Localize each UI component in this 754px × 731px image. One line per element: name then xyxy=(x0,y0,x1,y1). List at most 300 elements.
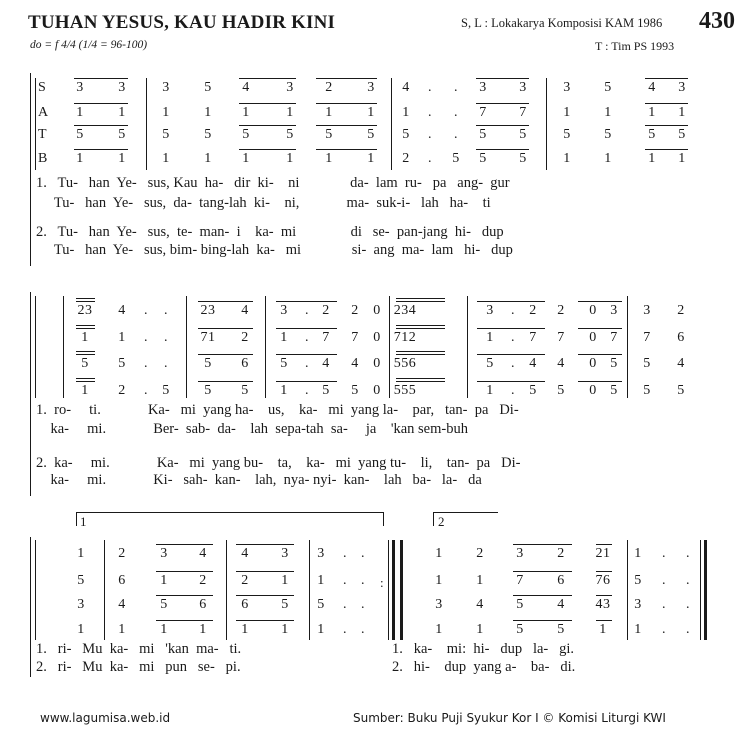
beam-line xyxy=(74,103,128,104)
note-number: 2 xyxy=(476,546,484,561)
note-number: 4 xyxy=(322,356,330,371)
note-number: 1 xyxy=(81,330,89,345)
note-number: 2 xyxy=(529,303,537,318)
note-number: 5 xyxy=(322,383,330,398)
note-number: 1 xyxy=(241,622,249,637)
note-number: 3 xyxy=(367,80,375,95)
note-number: 5 xyxy=(519,151,527,166)
bar-line xyxy=(146,78,147,170)
repeat-dots: : xyxy=(380,575,384,590)
note-number: 21 xyxy=(595,546,611,561)
hymn-title: TUHAN YESUS, KAU HADIR KINI xyxy=(28,12,336,33)
note-number: 5 xyxy=(529,383,537,398)
note-number: 4 xyxy=(557,356,565,371)
note-number: 6 xyxy=(199,597,207,612)
note-number: 1 xyxy=(317,622,325,637)
note-number: 1 xyxy=(648,105,656,120)
note-number: 5 xyxy=(325,127,333,142)
note-number: 5 xyxy=(563,127,571,142)
system-start-line xyxy=(35,78,36,170)
bar-line xyxy=(627,296,628,398)
note-number: 2 xyxy=(322,303,330,318)
system-brace xyxy=(30,537,31,677)
note-number: 1 xyxy=(76,105,84,120)
repeat-bar xyxy=(388,540,389,640)
note-number: . xyxy=(164,356,168,371)
note-number: 5 xyxy=(77,573,85,588)
beam-line xyxy=(239,149,296,150)
note-number: 4 xyxy=(557,597,565,612)
note-number: 0 xyxy=(589,356,597,371)
beam-line xyxy=(578,354,622,355)
beam-line xyxy=(76,328,95,329)
note-number: 6 xyxy=(557,573,565,588)
note-number: 1 xyxy=(280,330,288,345)
note-number: 3 xyxy=(77,597,85,612)
note-number: 5 xyxy=(286,127,294,142)
note-number: 5 xyxy=(604,127,612,142)
note-number: . xyxy=(428,151,432,166)
note-number: 4 xyxy=(241,546,249,561)
lyric-line: Tu- han Ye- sus, bim- bing-lah ka- mi si- ang ma- lam hi- dup xyxy=(36,242,513,258)
beam-line xyxy=(578,381,622,382)
note-number: . xyxy=(361,573,365,588)
voice-label: S xyxy=(38,80,46,95)
note-number: 1 xyxy=(678,105,686,120)
note-number: 5 xyxy=(678,127,686,142)
note-number: 1 xyxy=(367,105,375,120)
note-number: . xyxy=(305,303,309,318)
note-number: 1 xyxy=(76,151,84,166)
beam-line xyxy=(276,354,337,355)
note-number: 1 xyxy=(160,622,168,637)
note-number: 5 xyxy=(452,151,460,166)
note-number: 5 xyxy=(204,80,212,95)
beam-line xyxy=(578,301,622,302)
note-number: 7 xyxy=(610,330,618,345)
note-number: . xyxy=(511,383,515,398)
beam-line xyxy=(276,328,337,329)
note-number: 7 xyxy=(529,330,537,345)
note-number: 3 xyxy=(516,546,524,561)
note-number: . xyxy=(343,573,347,588)
beam-line xyxy=(156,595,213,596)
note-number: 4 xyxy=(351,356,359,371)
note-number: . xyxy=(686,546,690,561)
note-number: 1 xyxy=(435,546,443,561)
note-number: 3 xyxy=(610,303,618,318)
note-number: 1 xyxy=(648,151,656,166)
voice-label: T xyxy=(38,127,47,142)
note-number: 3 xyxy=(486,303,494,318)
note-number: 5 xyxy=(634,573,642,588)
beam-line xyxy=(477,328,545,329)
note-number: 1 xyxy=(604,105,612,120)
note-number: 1 xyxy=(286,105,294,120)
note-number: 5 xyxy=(162,383,170,398)
lyric-line: 1. ri- Mu ka- mi 'kan ma- ti. xyxy=(36,641,242,657)
note-number: 5 xyxy=(160,597,168,612)
note-number: 1 xyxy=(242,151,250,166)
note-number: 1 xyxy=(325,105,333,120)
note-number: 1 xyxy=(199,622,207,637)
bar-line xyxy=(546,78,547,170)
note-number: 0 xyxy=(589,383,597,398)
note-number: 5 xyxy=(557,383,565,398)
system-start-line xyxy=(35,540,36,640)
bar-line xyxy=(391,78,392,170)
note-number: . xyxy=(343,546,347,561)
note-number: 1 xyxy=(435,573,443,588)
beam-line xyxy=(76,325,95,326)
volta-bracket xyxy=(383,512,384,526)
note-number: 1 xyxy=(281,573,289,588)
note-number: 2 xyxy=(557,546,565,561)
note-number: 5 xyxy=(367,127,375,142)
note-number: 2 xyxy=(325,80,333,95)
beam-line xyxy=(156,544,213,545)
note-number: 5 xyxy=(402,127,410,142)
note-number: 1 xyxy=(81,383,89,398)
note-number: 712 xyxy=(393,330,417,345)
beam-line xyxy=(396,328,445,329)
note-number: 3 xyxy=(160,546,168,561)
beam-line xyxy=(578,328,622,329)
note-number: 5 xyxy=(610,356,618,371)
beam-line xyxy=(396,351,445,352)
voice-label: A xyxy=(38,105,49,120)
note-number: 23 xyxy=(200,303,216,318)
text-credit: T : Tim PS 1993 xyxy=(595,39,675,53)
note-number: 5 xyxy=(351,383,359,398)
note-number: 4 xyxy=(402,80,410,95)
note-number: 1 xyxy=(204,151,212,166)
note-number: . xyxy=(361,597,365,612)
note-number: 5 xyxy=(486,356,494,371)
hymn-number: 430 xyxy=(699,8,735,34)
note-number: 3 xyxy=(519,80,527,95)
note-number: . xyxy=(305,356,309,371)
note-number: 0 xyxy=(589,303,597,318)
beam-line xyxy=(477,354,545,355)
note-number: 234 xyxy=(393,303,417,318)
note-number: 6 xyxy=(118,573,126,588)
note-number: 0 xyxy=(373,303,381,318)
note-number: 1 xyxy=(317,573,325,588)
note-number: . xyxy=(361,622,365,637)
note-number: . xyxy=(428,80,432,95)
bar-line xyxy=(226,540,227,640)
bar-line xyxy=(104,540,105,640)
note-number: . xyxy=(662,573,666,588)
footer-source: Sumber: Buku Puji Syukur Kor I © Komisi Liturgi KWI xyxy=(353,711,666,725)
note-number: 1 xyxy=(634,546,642,561)
note-number: 2 xyxy=(241,573,249,588)
note-number: 7 xyxy=(557,330,565,345)
note-number: 5 xyxy=(610,383,618,398)
note-number: 1 xyxy=(563,105,571,120)
note-number: 1 xyxy=(204,105,212,120)
note-number: . xyxy=(144,356,148,371)
beam-line xyxy=(76,378,95,379)
lyric-line: 2. ri- Mu ka- mi pun se- pi. xyxy=(36,659,241,675)
note-number: . xyxy=(144,330,148,345)
note-number: 4 xyxy=(118,597,126,612)
final-bar xyxy=(704,540,707,640)
note-number: 2 xyxy=(557,303,565,318)
note-number: 1 xyxy=(563,151,571,166)
note-number: . xyxy=(164,303,168,318)
note-number: 4 xyxy=(118,303,126,318)
note-number: 5 xyxy=(479,127,487,142)
note-number: 5 xyxy=(241,383,249,398)
note-number: 5 xyxy=(281,597,289,612)
note-number: 2 xyxy=(677,303,685,318)
beam-line xyxy=(316,78,377,79)
note-number: 0 xyxy=(373,383,381,398)
note-number: . xyxy=(454,127,458,142)
beam-line xyxy=(198,354,253,355)
note-number: 556 xyxy=(393,356,417,371)
beam-line xyxy=(198,381,253,382)
note-number: 1 xyxy=(435,622,443,637)
beam-line xyxy=(477,381,545,382)
beam-line xyxy=(239,78,296,79)
beam-line xyxy=(596,620,612,621)
note-number: . xyxy=(511,303,515,318)
final-bar xyxy=(700,540,701,640)
lyric-line: ka- mi. Ber- sab- da- lah sepa-tah sa- ja 'kan sem-buh xyxy=(36,421,468,437)
footer-website: www.lagumisa.web.id xyxy=(40,711,171,725)
lyric-line: Tu- han Ye- sus, da- tang-lah ki- ni, ma- suk-i- lah ha- ti xyxy=(36,195,491,211)
note-number: 4 xyxy=(476,597,484,612)
note-number: 1 xyxy=(280,383,288,398)
note-number: 5 xyxy=(516,597,524,612)
beam-line xyxy=(396,325,445,326)
note-number: . xyxy=(662,546,666,561)
lyric-line: 1. ro- ti. Ka- mi yang ha- us, ka- mi yang la- par, tan- pa Di- xyxy=(36,402,519,418)
beam-line xyxy=(513,544,572,545)
beam-line xyxy=(476,149,529,150)
note-number: 1 xyxy=(162,151,170,166)
repeat-bar xyxy=(392,540,395,640)
note-number: 1 xyxy=(486,330,494,345)
volta-bracket xyxy=(433,512,434,526)
note-number: . xyxy=(305,330,309,345)
bar-line xyxy=(389,296,390,398)
beam-line xyxy=(198,301,253,302)
beam-line xyxy=(316,125,377,126)
beam-line xyxy=(396,354,445,355)
system-brace xyxy=(30,73,31,266)
lyric-line: 1. Tu- han Ye- sus, Kau ha- dir ki- ni da- lam ru- pa ang- gur xyxy=(36,175,510,191)
beam-line xyxy=(236,595,294,596)
note-number: . xyxy=(662,622,666,637)
beam-line xyxy=(239,125,296,126)
note-number: 1 xyxy=(476,573,484,588)
note-number: 3 xyxy=(162,80,170,95)
note-number: 5 xyxy=(280,356,288,371)
note-number: 0 xyxy=(373,356,381,371)
note-number: 1 xyxy=(402,105,410,120)
note-number: 2 xyxy=(118,546,126,561)
note-number: 6 xyxy=(241,597,249,612)
note-number: . xyxy=(686,573,690,588)
beam-line xyxy=(76,351,95,352)
note-number: 6 xyxy=(677,330,685,345)
note-number: 7 xyxy=(519,105,527,120)
volta-label: 1 xyxy=(80,514,87,529)
beam-line xyxy=(645,103,688,104)
note-number: 43 xyxy=(595,597,611,612)
note-number: 5 xyxy=(204,127,212,142)
note-number: 3 xyxy=(634,597,642,612)
note-number: 1 xyxy=(118,151,126,166)
note-number: 7 xyxy=(643,330,651,345)
beam-line xyxy=(239,103,296,104)
beam-line xyxy=(276,381,337,382)
system-start-line xyxy=(35,296,36,398)
beam-line xyxy=(316,103,377,104)
volta-bracket xyxy=(433,512,498,513)
note-number: 1 xyxy=(367,151,375,166)
beam-line xyxy=(156,620,213,621)
note-number: . xyxy=(428,105,432,120)
beam-line xyxy=(76,298,95,299)
note-number: 2 xyxy=(351,303,359,318)
beam-line xyxy=(513,571,572,572)
note-number: 1 xyxy=(118,105,126,120)
beam-line xyxy=(596,544,612,545)
note-number: . xyxy=(454,105,458,120)
note-number: 3 xyxy=(317,546,325,561)
note-number: 7 xyxy=(479,105,487,120)
note-number: 4 xyxy=(242,80,250,95)
lyric-line: ka- mi. Ki- sah- kan- lah, nya- nyi- kan- lah ba- la- da xyxy=(36,472,482,488)
volta-bracket xyxy=(76,512,384,513)
beam-line xyxy=(236,620,294,621)
note-number: 5 xyxy=(204,383,212,398)
tempo-marking: do = f 4/4 (1/4 = 96-100) xyxy=(30,39,148,51)
beam-line xyxy=(396,378,445,379)
note-number: 0 xyxy=(589,330,597,345)
note-number: 3 xyxy=(280,303,288,318)
volta-bracket xyxy=(76,512,77,526)
note-number: . xyxy=(686,622,690,637)
note-number: 3 xyxy=(281,546,289,561)
beam-line xyxy=(396,381,445,382)
note-number: 1 xyxy=(286,151,294,166)
note-number: 1 xyxy=(634,622,642,637)
beam-line xyxy=(513,595,572,596)
note-number: 1 xyxy=(325,151,333,166)
note-number: . xyxy=(662,597,666,612)
note-number: 23 xyxy=(77,303,93,318)
beam-line xyxy=(396,298,445,299)
note-number: . xyxy=(305,383,309,398)
note-number: 7 xyxy=(351,330,359,345)
note-number: 1 xyxy=(118,622,126,637)
note-number: . xyxy=(164,330,168,345)
note-number: 1 xyxy=(604,151,612,166)
note-number: 5 xyxy=(604,80,612,95)
note-number: 1 xyxy=(162,105,170,120)
note-number: 3 xyxy=(118,80,126,95)
lyric-line: 2. hi- dup yang a- ba- di. xyxy=(392,659,576,675)
note-number: 5 xyxy=(317,597,325,612)
beam-line xyxy=(74,78,128,79)
note-number: 1 xyxy=(678,151,686,166)
beam-line xyxy=(645,125,688,126)
note-number: 2 xyxy=(241,330,249,345)
beam-line xyxy=(236,571,294,572)
bar-line xyxy=(63,296,64,398)
bar-line xyxy=(309,540,310,640)
beam-line xyxy=(316,149,377,150)
note-number: 5 xyxy=(516,622,524,637)
note-number: . xyxy=(144,303,148,318)
note-number: 7 xyxy=(516,573,524,588)
note-number: . xyxy=(686,597,690,612)
lyric-line: 2. ka- mi. Ka- mi yang bu- ta, ka- mi yang tu- li, tan- pa Di- xyxy=(36,455,521,471)
lyric-line: 2. Tu- han Ye- sus, te- man- i ka- mi di se- pan-jang hi- dup xyxy=(36,224,504,240)
note-number: 76 xyxy=(595,573,611,588)
note-number: . xyxy=(511,330,515,345)
bar-line xyxy=(186,296,187,398)
note-number: 1 xyxy=(281,622,289,637)
note-number: 5 xyxy=(557,622,565,637)
note-number: 2 xyxy=(199,573,207,588)
note-number: 5 xyxy=(677,383,685,398)
beam-line xyxy=(74,125,128,126)
beam-line xyxy=(76,354,95,355)
note-number: 4 xyxy=(529,356,537,371)
beam-line xyxy=(645,78,688,79)
note-number: 1 xyxy=(77,546,85,561)
note-number: 5 xyxy=(118,127,126,142)
note-number: 555 xyxy=(393,383,417,398)
note-number: 5 xyxy=(643,356,651,371)
note-number: 3 xyxy=(643,303,651,318)
volta-label: 2 xyxy=(438,514,445,529)
note-number: 5 xyxy=(242,127,250,142)
note-number: 3 xyxy=(435,597,443,612)
beam-line xyxy=(645,149,688,150)
note-number: 3 xyxy=(563,80,571,95)
note-number: . xyxy=(511,356,515,371)
note-number: 1 xyxy=(160,573,168,588)
note-number: 0 xyxy=(373,330,381,345)
beam-line xyxy=(477,301,545,302)
note-number: 71 xyxy=(200,330,216,345)
note-number: 4 xyxy=(199,546,207,561)
note-number: . xyxy=(343,597,347,612)
note-number: 5 xyxy=(479,151,487,166)
note-number: 3 xyxy=(76,80,84,95)
beam-line xyxy=(76,381,95,382)
beam-line xyxy=(596,571,612,572)
beam-line xyxy=(513,620,572,621)
lyric-line: 1. ka- mi: hi- dup la- gi. xyxy=(392,641,575,657)
note-number: 5 xyxy=(81,356,89,371)
note-number: 5 xyxy=(648,127,656,142)
beam-line xyxy=(74,149,128,150)
note-number: 5 xyxy=(118,356,126,371)
note-number: 1 xyxy=(242,105,250,120)
beam-line xyxy=(596,595,612,596)
note-number: 5 xyxy=(643,383,651,398)
note-number: . xyxy=(343,622,347,637)
